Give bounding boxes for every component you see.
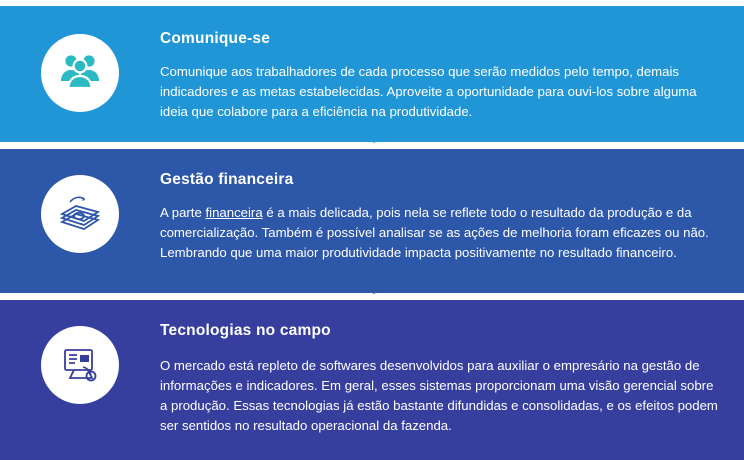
section-comunique-se — [0, 6, 744, 142]
section-title: Tecnologias no campo — [160, 322, 331, 339]
people-group-icon — [58, 51, 102, 96]
section-body — [160, 203, 720, 263]
section-title: Gestão financeira — [160, 171, 294, 188]
section-gestao-financeira — [0, 149, 744, 293]
arrow-notch-1 — [344, 121, 404, 143]
arrow-notch-2 — [344, 272, 404, 294]
section-tecnologias-no-campo — [0, 300, 744, 460]
computer-report-icon-circle — [41, 326, 119, 404]
money-stack-icon-circle — [41, 175, 119, 253]
icon-column — [0, 16, 160, 112]
money-stack-icon — [57, 192, 103, 237]
icon-column — [0, 157, 160, 253]
text-column — [160, 157, 744, 263]
icon-column — [0, 308, 160, 404]
section-title: Comunique-se — [160, 30, 271, 47]
text-column — [160, 308, 744, 436]
people-group-icon-circle — [41, 34, 119, 112]
computer-report-icon — [58, 343, 102, 388]
section-spacer-1 — [0, 142, 744, 149]
body-text-pre: A parte — [160, 205, 206, 220]
section-body: O mercado está repleto de softwares desenvolvidos para auxiliar o empresário na gestão de informações e indicadores. Em geral, esses sistemas proporcionam uma visão gerencial sobre a produção. Essas tecnologias já estão bastante difundidas e consolidadas, e os efeitos podem ser sentidos no resultado operacional da fazenda. — [160, 358, 718, 433]
section-spacer-2 — [0, 293, 744, 300]
body-text-post: é a mais delicada, pois nela se reflete todo o resultado da produção e da comercialização. Também é possível analisar se as ações de melhoria foram eficazes ou não. Lembrando que uma maior produtividade impacta positivamente no resultado financeiro. — [160, 205, 709, 260]
section-body: Comunique aos trabalhadores de cada processo que serão medidos pelo tempo, demais indicadores e as metas estabelecidas. Aproveite a oportunidade para ouvi-los sobre alguma ideia que colabore para a eficiência na produtividade. — [160, 64, 697, 119]
text-column — [160, 16, 744, 122]
body-text-underlined: financeira — [205, 205, 263, 220]
